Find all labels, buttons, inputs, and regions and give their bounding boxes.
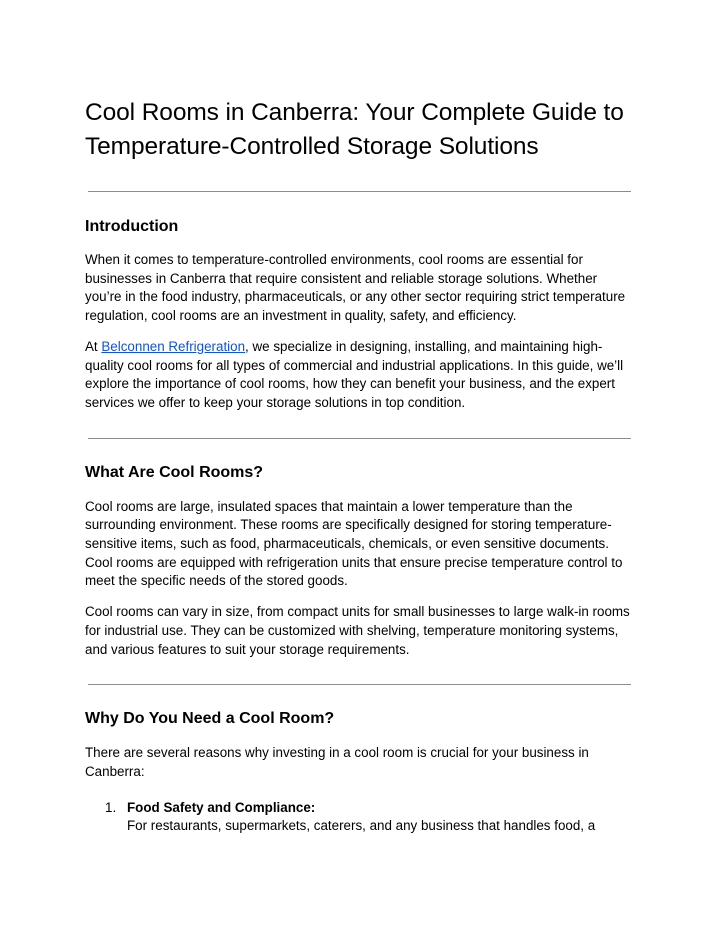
intro-paragraph-2-suffix: , we specialize in designing, installing, and maintaining high-quality cool rooms for all types of commercial and industrial applications. In this guide, we’ll explore the importance of cool rooms, how they can benefit your business, and the expert services we offer to keep your storage solutions in top condition. (85, 338, 624, 410)
why-paragraph-1: There are several reasons why investing in a cool room is crucial for your business in Canberra: (85, 745, 589, 779)
intro-paragraph-2 (85, 338, 637, 413)
list-item-text: For restaurants, supermarkets, caterers, and any business that handles food, a (127, 818, 596, 834)
list-item-number: 1. (105, 799, 117, 815)
list-item-body (127, 799, 637, 836)
intro-paragraph-1: When it comes to temperature-controlled environments, cool rooms are essential for businesses in Canberra that require consistent and reliable storage solutions. Whether you’re in the food industry, pharmaceuticals, or any other sector requiring strict temperature regulation, cool rooms are an investment in quality, safety, and efficiency. (85, 252, 626, 324)
section-divider (88, 438, 631, 439)
reasons-list (85, 799, 637, 836)
list-item (85, 799, 637, 836)
what-paragraph-1: Cool rooms are large, insulated spaces that maintain a lower temperature than the surrounding environment. These rooms are specifically designed for storing temperature-sensitive items, such as food, pharmaceuticals, chemicals, or even sensitive documents. Cool rooms are equipped with refrigeration units that ensure precise temperature control to meet the specific needs of the stored goods. (85, 498, 623, 589)
section-divider (88, 684, 631, 685)
page-title: Cool Rooms in Canberra: Your Complete Guide to Temperature-Controlled Storage Solutions (85, 99, 624, 160)
why-heading: Why Do You Need a Cool Room? (85, 710, 335, 728)
document-page (85, 96, 637, 836)
what-heading: What Are Cool Rooms? (85, 463, 264, 481)
intro-heading: Introduction (85, 218, 179, 235)
what-paragraph-2: Cool rooms can vary in size, from compact units for small businesses to large walk-in rooms for industrial use. They can be customized with shelving, temperature monitoring systems, and various features to suit your storage requirements. (85, 604, 630, 657)
list-item-title: Food Safety and Compliance: (127, 799, 316, 815)
belconnen-refrigeration-link[interactable]: Belconnen Refrigeration (101, 338, 246, 354)
intro-paragraph-2-prefix: At (85, 338, 102, 354)
section-divider (88, 191, 631, 192)
